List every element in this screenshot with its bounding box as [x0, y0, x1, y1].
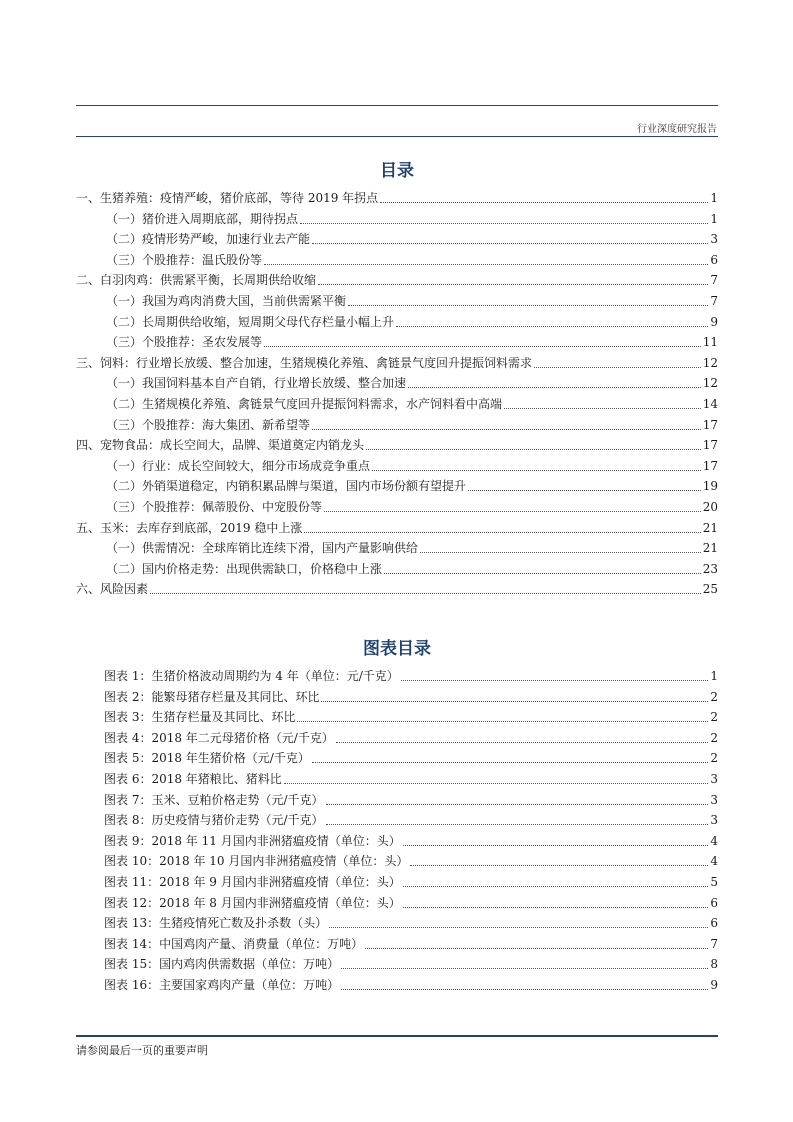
toc-entry[interactable] [76, 371, 718, 391]
toc-entry[interactable] [76, 557, 718, 577]
dot-leader [504, 408, 701, 409]
figure-entry[interactable] [76, 952, 718, 972]
toc-entry-text: （三）个股推荐：温氏股份等 [106, 252, 263, 267]
figure-entry-text: 图表 5：2018 年生猪价格（元/千克） [104, 751, 310, 766]
dot-leader [300, 223, 708, 224]
figure-entry-page: 7 [710, 936, 718, 951]
toc-entry[interactable] [76, 577, 718, 597]
toc-entry-text: 一、生猪养殖：疫情严峻，猪价底部，等待 2019 年拐点 [76, 191, 379, 205]
figure-entry[interactable] [76, 911, 718, 931]
dot-leader [403, 845, 709, 846]
figure-entry-page: 2 [710, 751, 718, 766]
toc-entry[interactable] [76, 227, 718, 247]
toc-entry-text: （二）国内价格走势：出现供需缺口，价格稳中上涨 [106, 561, 383, 576]
figure-entry[interactable] [76, 870, 718, 890]
figure-entry-page: 4 [710, 833, 718, 848]
toc-entry-text: （一）我国饲料基本自产自销，行业增长放缓、整合加速 [106, 376, 407, 391]
toc-entry-page: 9 [710, 314, 718, 329]
figure-entry-text: 图表 14：中国鸡肉产量、消费量（单位：万吨） [104, 936, 364, 951]
toc-entry[interactable] [76, 495, 718, 515]
figure-entry-page: 2 [710, 730, 718, 745]
toc-entry-page: 3 [710, 232, 718, 247]
toc-entry[interactable] [76, 413, 718, 433]
figure-entry[interactable] [76, 932, 718, 952]
figure-entry-text: 图表 2：能繁母猪存栏量及其同比、环比 [104, 689, 320, 704]
toc-entry[interactable] [76, 351, 718, 371]
figure-entry[interactable] [76, 664, 718, 684]
figure-entry[interactable] [76, 788, 718, 808]
toc-entry-text: （三）个股推荐：海大集团、新希望等 [106, 417, 311, 432]
toc-entry-page: 17 [702, 458, 718, 473]
dot-leader [408, 387, 701, 388]
toc-entry-page: 21 [702, 541, 718, 556]
toc-entry-text: （三）个股推荐：圣农发展等 [106, 335, 263, 350]
dot-leader [403, 907, 709, 908]
dot-leader [297, 721, 708, 722]
toc-entry[interactable] [76, 474, 718, 494]
dot-leader [410, 865, 708, 866]
figure-entry[interactable] [76, 849, 718, 869]
toc-entry-text: （一）行业：成长空间较大，细分市场成竞争重点 [106, 458, 371, 473]
header-rule-bottom [76, 136, 718, 137]
toc-entry-text: 五、玉米：去库存到底部，2019 稳中上涨 [76, 520, 303, 535]
dot-leader [401, 680, 709, 681]
dot-leader [336, 742, 709, 743]
figure-entry-page: 2 [710, 710, 718, 725]
toc-entry[interactable] [76, 248, 718, 268]
toc-entry-page: 17 [702, 417, 718, 432]
figure-entry-text: 图表 7：玉米、豆粕价格走势（元/千克） [104, 792, 324, 807]
dot-leader [341, 989, 708, 990]
dot-leader [326, 804, 709, 805]
toc-entry-text: （三）个股推荐：佩蒂股份、中宠股份等 [106, 500, 323, 514]
figures-title: 图表目录 [363, 639, 431, 659]
dot-leader [366, 449, 701, 450]
figure-entry-text: 图表 12：2018 年 8 月国内非洲猪瘟疫情（单位：头） [104, 895, 401, 910]
figure-entry-page: 8 [710, 957, 718, 972]
figure-entry-page: 1 [710, 669, 718, 683]
dot-leader [365, 948, 708, 949]
toc-entry[interactable] [76, 330, 718, 350]
toc-entry-text: （一）供需情况：全球库销比连续下滑，国内产量影响供给 [106, 541, 419, 556]
figure-entry-text: 图表 4：2018 年二元母猪价格（元/千克） [104, 730, 334, 745]
dot-leader [312, 243, 708, 244]
dot-leader [348, 305, 708, 306]
toc-entry-page: 1 [710, 211, 718, 226]
dot-leader [384, 573, 701, 574]
figure-entry[interactable] [76, 973, 718, 993]
toc-entry-text: 六、风险因素 [76, 582, 149, 597]
toc-entry-page: 23 [702, 561, 718, 576]
toc-entry-text: （二）长周期供给收缩，短周期父母代存栏量小幅上升 [106, 314, 395, 329]
figure-entry-page: 5 [710, 875, 718, 889]
toc-entry-text: 二、白羽肉鸡：供需紧平衡，长周期供给收缩 [76, 273, 317, 288]
figure-entry-text: 图表 8：历史疫情与猪价走势（元/千克） [104, 813, 324, 828]
figure-entry-text: 图表 3：生猪存栏量及其同比、环比 [104, 710, 296, 725]
dot-leader [264, 264, 708, 265]
figure-entry-text: 图表 15：国内鸡肉供需数据（单位：万吨） [104, 957, 340, 972]
dot-leader [372, 470, 701, 471]
toc-entry-page: 7 [710, 273, 718, 288]
toc-entry-page: 6 [710, 252, 718, 267]
toc-entry[interactable] [76, 289, 718, 309]
figure-entry-page: 3 [710, 792, 718, 807]
toc-entry[interactable] [76, 310, 718, 330]
dot-leader [420, 552, 701, 553]
toc-entry-text: （二）外销渠道稳定，内销积累品牌与渠道，国内市场份额有望提升 [106, 479, 467, 494]
toc-entry-page: 12 [702, 355, 718, 370]
toc-entry-page: 7 [710, 294, 718, 308]
dot-leader [264, 346, 701, 347]
figure-entry-text: 图表 11：2018 年 9 月国内非洲猪瘟疫情（单位：头） [104, 875, 401, 889]
toc-entry[interactable] [76, 207, 718, 227]
toc-entry-page: 12 [702, 376, 718, 391]
toc-entry-text: （二）疫情形势严峻，加速行业去产能 [106, 232, 311, 247]
toc-entry-text: （一）猪价进入周期底部，期待拐点 [106, 211, 299, 226]
toc-entry-page: 25 [702, 582, 718, 597]
toc-entry-page: 1 [710, 191, 718, 205]
dot-leader [326, 824, 709, 825]
figure-entry[interactable] [76, 746, 718, 766]
figure-entry-page: 9 [710, 978, 718, 992]
figure-entry-text: 图表 1：生猪价格波动周期约为 4 年（单位：元/千克） [104, 669, 399, 683]
dot-leader [321, 701, 708, 702]
figure-entry[interactable] [76, 808, 718, 828]
toc-entry[interactable] [76, 392, 718, 412]
dot-leader [284, 783, 709, 784]
figure-entry[interactable] [76, 705, 718, 725]
figure-entry-page: 3 [710, 772, 718, 786]
toc-entry[interactable] [76, 268, 718, 288]
figure-entry-text: 图表 16：主要国家鸡肉产量（单位：万吨） [104, 978, 340, 992]
toc-entry-page: 19 [702, 479, 718, 494]
figure-entry[interactable] [76, 767, 718, 787]
dot-leader [312, 762, 709, 763]
header-rule [76, 105, 718, 106]
dot-leader [318, 284, 708, 285]
dot-leader [304, 532, 700, 533]
figure-entry-text: 图表 13：生猪疫情死亡数及扑杀数（头） [104, 916, 328, 931]
toc-entry-text: 三、饲料：行业增长放缓、整合加速，生猪规模化养殖、禽链景气度回升提振饲料需求 [76, 355, 533, 370]
toc-entry[interactable] [76, 516, 718, 536]
dot-leader [150, 593, 701, 594]
figure-entry[interactable] [76, 829, 718, 849]
figure-entry-page: 2 [710, 689, 718, 704]
figure-entry-page: 3 [710, 813, 718, 828]
toc-entry-text: 四、宠物食品：成长空间大，品牌、渠道奠定内销龙头 [76, 438, 365, 453]
dot-leader [380, 202, 708, 203]
footer-disclaimer: 请参阅最后一页的重要声明 [76, 1044, 208, 1057]
figure-entry[interactable] [76, 726, 718, 746]
dot-leader [403, 886, 709, 887]
toc-entry-page: 11 [702, 335, 718, 350]
dot-leader [329, 927, 708, 928]
report-type-label: 行业深度研究报告 [637, 124, 717, 135]
toc-entry[interactable] [76, 536, 718, 556]
dot-leader [341, 968, 708, 969]
toc-entry[interactable] [76, 433, 718, 453]
toc-entry[interactable] [76, 186, 718, 206]
figure-entry-page: 4 [710, 854, 718, 869]
dot-leader [324, 511, 701, 512]
toc-entry[interactable] [76, 454, 718, 474]
dot-leader [312, 429, 701, 430]
dot-leader [534, 367, 701, 368]
toc-entry-page: 17 [702, 438, 718, 453]
toc-entry-text: （一）我国为鸡肉消费大国，当前供需紧平衡 [106, 294, 347, 308]
footer-rule [76, 1035, 718, 1037]
toc-entry-page: 21 [702, 520, 718, 535]
toc-title: 目录 [380, 161, 414, 181]
figure-entry-text: 图表 6：2018 年猪粮比、猪料比 [104, 772, 282, 786]
dot-leader [396, 326, 708, 327]
toc-entry-text: （二）生猪规模化养殖、禽链景气度回升提振饲料需求，水产饲料看中高端 [106, 397, 503, 411]
figure-entry-page: 6 [710, 916, 718, 931]
figure-entry-page: 6 [710, 895, 718, 910]
toc-entry-page: 14 [702, 397, 718, 411]
toc-entry-page: 20 [702, 500, 718, 514]
figure-entry-text: 图表 10：2018 年 10 月国内非洲猪瘟疫情（单位：头） [104, 854, 409, 869]
dot-leader [468, 490, 701, 491]
figure-entry[interactable] [76, 891, 718, 911]
figure-entry[interactable] [76, 685, 718, 705]
figure-entry-text: 图表 9：2018 年 11 月国内非洲猪瘟疫情（单位：头） [104, 833, 401, 848]
